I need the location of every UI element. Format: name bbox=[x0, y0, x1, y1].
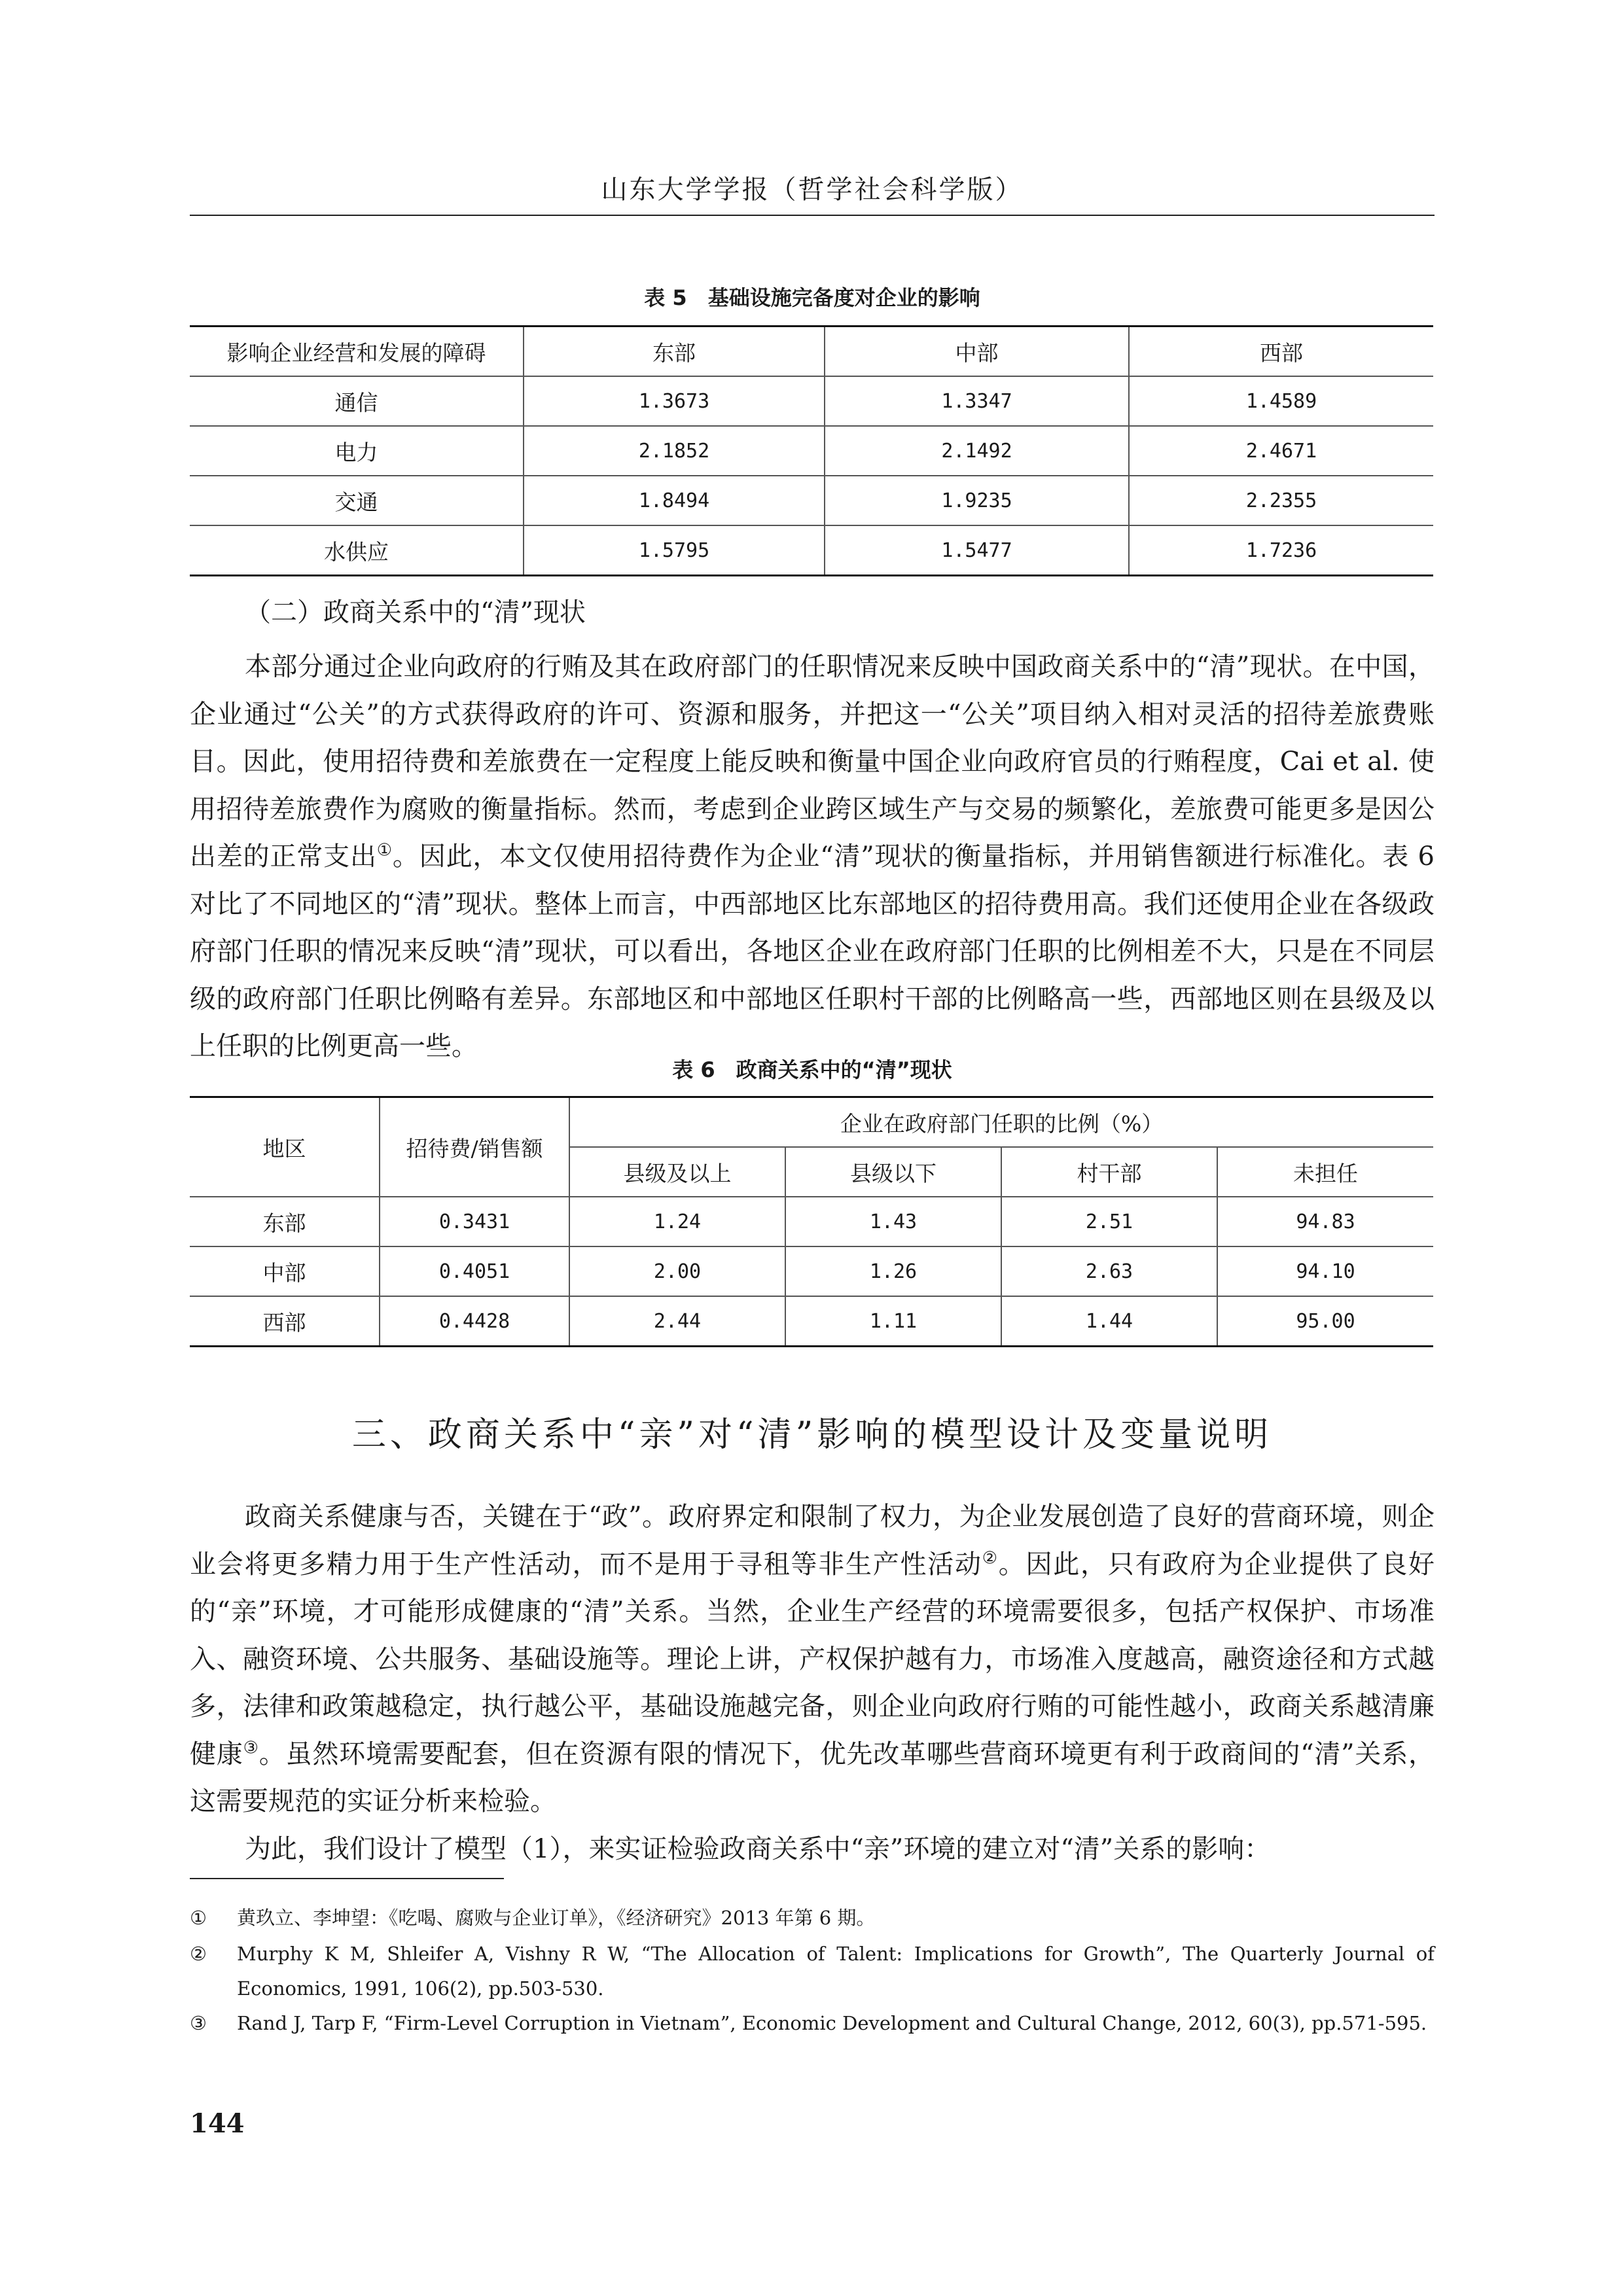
column-header: 未担任 bbox=[1217, 1147, 1433, 1197]
table-cell: 0.3431 bbox=[380, 1197, 569, 1246]
table-row bbox=[190, 426, 1433, 476]
table-6 bbox=[190, 1096, 1433, 1347]
table-cell: 2.51 bbox=[1001, 1197, 1217, 1246]
footnote-text: 黄玖立、李坤望：《吃喝、腐败与企业订单》，《经济研究》2013 年第 6 期。 bbox=[237, 1907, 876, 1929]
table-header-row bbox=[190, 327, 1433, 377]
row-label: 电力 bbox=[190, 426, 524, 476]
table-cell: 94.10 bbox=[1217, 1246, 1433, 1296]
table-header-row bbox=[190, 1097, 1433, 1148]
footnote bbox=[190, 1937, 1435, 2006]
paragraph-text: 。因此，本文仅使用招待费作为企业“清”现状的衡量指标，并用销售额进行标准化。表 6 对比了不同地区的“清”现状。整体上而言，中西部地区比东部地区的招待费用高。我们还使用企业在各级政府部门任职的情况来反映“清”现状，可以看出，各地区企业在政府部门任职的比例相差不大，只是在不同层级的政府部门任职比例略有差异。东部地区和中部地区任职村干部的比例略高一些，西部地区则在县级及以上任职的比例更高一些。 bbox=[190, 841, 1435, 1061]
column-header: 县级以下 bbox=[785, 1147, 1001, 1197]
section-subheading: （二）政商关系中的“清”现状 bbox=[245, 597, 586, 627]
column-header: 招待费/销售额 bbox=[380, 1097, 569, 1197]
table-cell: 2.4671 bbox=[1129, 426, 1433, 476]
table-cell: 95.00 bbox=[1217, 1296, 1433, 1347]
table-cell: 1.5795 bbox=[524, 525, 825, 576]
table-row bbox=[190, 1197, 1433, 1246]
footnote-text: Rand J, Tarp F, “Firm-Level Corruption in Vietnam”, Economic Development and Cultural Change, 2012, 60(3), pp.571-595. bbox=[237, 2012, 1427, 2034]
row-label: 水供应 bbox=[190, 525, 524, 576]
row-label: 中部 bbox=[190, 1246, 380, 1296]
column-header: 东部 bbox=[524, 327, 825, 377]
table-cell: 1.3673 bbox=[524, 376, 825, 426]
row-label: 西部 bbox=[190, 1296, 380, 1347]
column-header: 地区 bbox=[262, 1135, 306, 1161]
footnote-text: Murphy K M, Shleifer A, Vishny R W, “The Allocation of Talent: Implications for Growth”, The Quarterly Journal of Economics, 1991, 106(2), pp.503-530. bbox=[237, 1943, 1435, 2000]
table-5 bbox=[190, 325, 1433, 576]
table-cell: 2.2355 bbox=[1129, 476, 1433, 525]
table-cell: 2.1852 bbox=[524, 426, 825, 476]
table-cell: 0.4051 bbox=[380, 1246, 569, 1296]
table-5-caption: 表 5 基础设施完备度对企业的影响 bbox=[644, 285, 980, 310]
table-cell: 1.26 bbox=[785, 1246, 1001, 1296]
header-divider bbox=[190, 215, 1435, 216]
body-paragraph bbox=[190, 643, 1435, 1070]
column-header: 影响企业经营和发展的障碍 bbox=[226, 340, 486, 366]
table-cell: 1.8494 bbox=[524, 476, 825, 525]
table-row bbox=[190, 476, 1433, 525]
table-cell: 2.00 bbox=[569, 1246, 785, 1296]
column-header: 村干部 bbox=[1001, 1147, 1217, 1197]
table-cell: 0.4428 bbox=[380, 1296, 569, 1347]
body-paragraph bbox=[190, 1493, 1435, 1826]
footnote bbox=[190, 1901, 1435, 1935]
footnote-number: ① bbox=[190, 1907, 207, 1929]
column-header: 县级及以上 bbox=[569, 1147, 785, 1197]
table-cell: 1.44 bbox=[1001, 1296, 1217, 1347]
paragraph-text: 。虽然环境需要配套，但在资源有限的情况下，优先改革哪些营商环境更有利于政商间的“清”关系，这需要规范的实证分析来检验。 bbox=[190, 1739, 1435, 1816]
table-cell: 2.1492 bbox=[825, 426, 1129, 476]
row-label: 东部 bbox=[190, 1197, 380, 1246]
body-paragraph: 为此，我们设计了模型（1），来实证检验政商关系中“亲”环境的建立对“清”关系的影响： bbox=[245, 1833, 1271, 1864]
footnote-number: ③ bbox=[190, 2012, 207, 2034]
paragraph-text: 政商关系健康与否，关键在于“政”。政府界定和限制了权力，为企业发展创造了良好的营商环境，则企业会将更多精力用于生产性活动，而不是用于寻租等非生产性活动 bbox=[190, 1502, 1435, 1580]
table-cell: 2.44 bbox=[569, 1296, 785, 1347]
footnote-ref: ① bbox=[376, 840, 393, 860]
paragraph-text: 本部分通过企业向政府的行贿及其在政府部门的任职情况来反映中国政商关系中的“清”现状。在中国，企业通过“公关”的方式获得政府的许可、资源和服务，并把这一“公关”项目纳入相对灵活的招待差旅费账目。因此，使用招待费和差旅费在一定程度上能反映和衡量中国企业向政府官员的行贿程度，Cai et al. 使用招待差旅费作为腐败的衡量指标。然而，考虑到企业跨区域生产与交易的频繁化，差旅费可能更多是因公出差的正常支出 bbox=[190, 652, 1435, 872]
column-group-header: 企业在政府部门任职的比例（%） bbox=[569, 1097, 1433, 1148]
paragraph-text: 。因此，只有政府为企业提供了良好的“亲”环境，才可能形成健康的“清”关系。当然，企业生产经营的环境需要很多，包括产权保护、市场准入、融资环境、公共服务、基础设施等。理论上讲，产权保护越有力，市场准入度越高，融资途径和方式越多，法律和政策越稳定，执行越公平，基础设施越完备，则企业向政府行贿的可能性越小，政商关系越清廉健康 bbox=[190, 1549, 1435, 1769]
table-cell: 1.24 bbox=[569, 1197, 785, 1246]
table-cell: 94.83 bbox=[1217, 1197, 1433, 1246]
table-cell: 1.7236 bbox=[1129, 525, 1433, 576]
body-section-2 bbox=[190, 643, 1435, 1070]
footnote-ref: ③ bbox=[243, 1738, 259, 1758]
section-heading: 三、政商关系中“亲”对“清”影响的模型设计及变量说明 bbox=[351, 1415, 1273, 1455]
table-row bbox=[190, 1246, 1433, 1296]
table-cell: 1.11 bbox=[785, 1296, 1001, 1347]
table-cell: 1.3347 bbox=[825, 376, 1129, 426]
table-row bbox=[190, 1296, 1433, 1347]
column-header: 西部 bbox=[1129, 327, 1433, 377]
page-number: 144 bbox=[190, 2108, 245, 2139]
body-section-3 bbox=[190, 1493, 1435, 1873]
running-head: 山东大学学报（哲学社会科学版） bbox=[601, 175, 1024, 205]
table-row bbox=[190, 525, 1433, 576]
table-6-caption: 表 6 政商关系中的“清”现状 bbox=[672, 1057, 952, 1082]
row-label: 交通 bbox=[190, 476, 524, 525]
table-cell: 1.9235 bbox=[825, 476, 1129, 525]
table-cell: 1.5477 bbox=[825, 525, 1129, 576]
footnote-number: ② bbox=[190, 1943, 207, 1965]
row-label: 通信 bbox=[190, 376, 524, 426]
footnote-ref: ② bbox=[982, 1548, 999, 1568]
table-cell: 1.4589 bbox=[1129, 376, 1433, 426]
table-row bbox=[190, 376, 1433, 426]
footnote-divider bbox=[190, 1878, 504, 1879]
table-cell: 2.63 bbox=[1001, 1246, 1217, 1296]
column-header: 中部 bbox=[825, 327, 1129, 377]
footnote bbox=[190, 2006, 1435, 2041]
table-cell: 1.43 bbox=[785, 1197, 1001, 1246]
